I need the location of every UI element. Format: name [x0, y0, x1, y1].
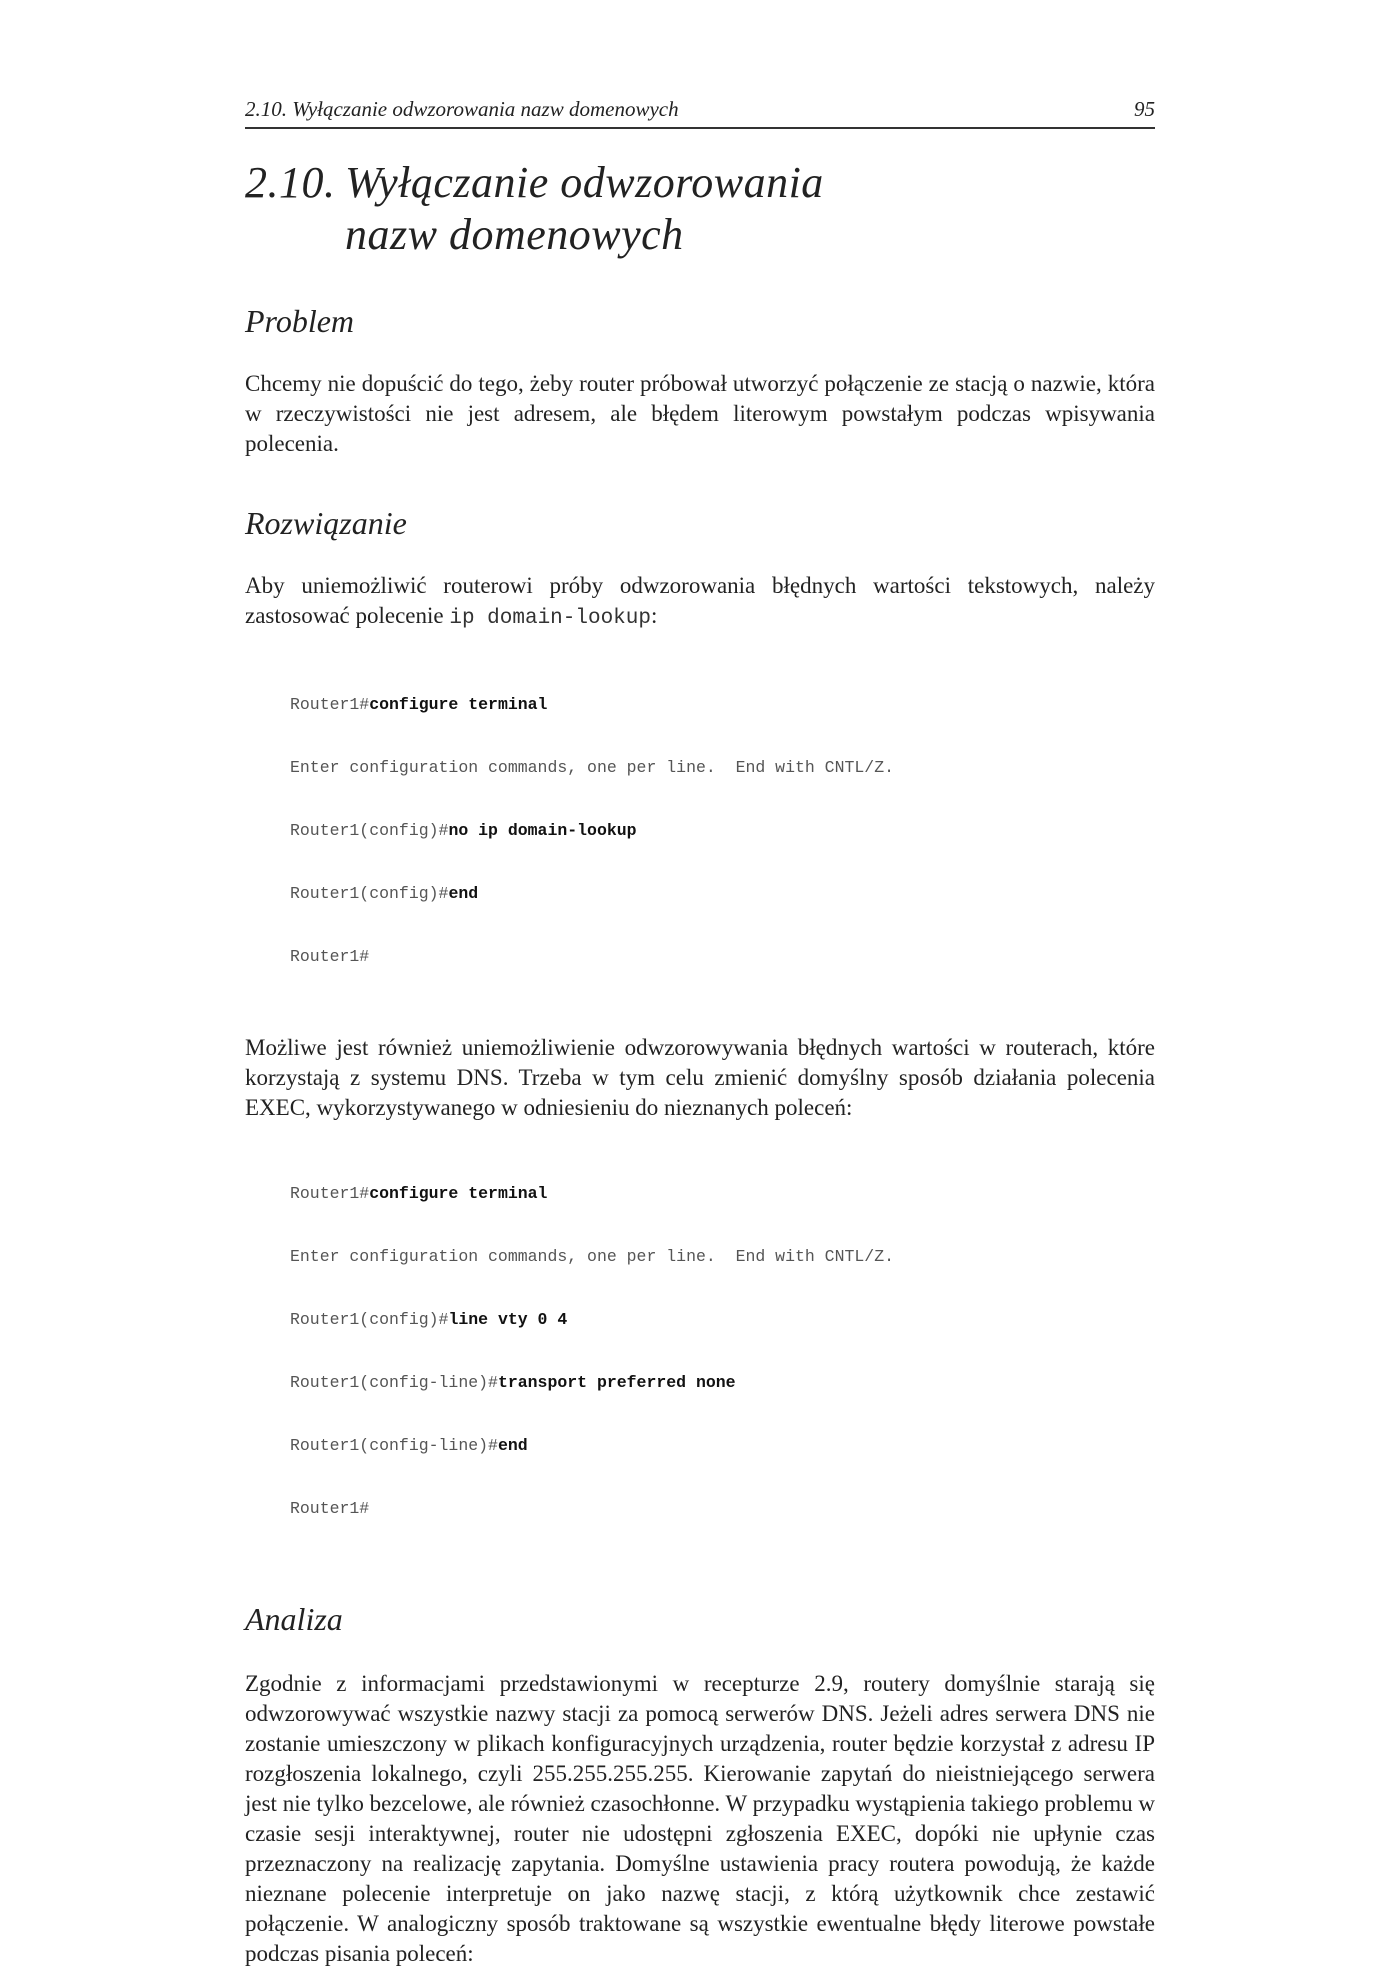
- code-prompt: Router1#: [290, 947, 370, 966]
- solution-intro-end: :: [651, 603, 658, 628]
- solution-paragraph: [245, 571, 1155, 634]
- code-command: end: [448, 884, 479, 903]
- code-prompt: Enter configuration commands, one per line. End with CNTL/Z.: [290, 758, 894, 777]
- code-prompt: Router1(config-line)#: [290, 1373, 498, 1392]
- code-block-transport: [290, 1141, 1155, 1561]
- analysis-heading: Analiza: [245, 1601, 343, 1637]
- code-prompt: Router1(config)#: [290, 821, 449, 840]
- code-command: no ip domain-lookup: [448, 821, 637, 840]
- code-prompt: Router1#: [290, 1499, 370, 1518]
- chapter-title: [245, 157, 1155, 261]
- code-command: end: [497, 1436, 528, 1455]
- code-command: configure terminal: [369, 1184, 548, 1203]
- code-line: [290, 946, 1155, 967]
- code-command: line vty 0 4: [448, 1310, 568, 1329]
- code-prompt: Router1(config)#: [290, 1310, 449, 1329]
- running-title: 2.10. Wyłączanie odwzorowania nazw domenowych: [245, 97, 679, 121]
- problem-heading: Problem: [245, 303, 355, 339]
- code-block-domain-lookup: [290, 652, 1155, 1009]
- code-line: [290, 1372, 1155, 1393]
- code-line: [290, 757, 1155, 778]
- running-header: [245, 96, 1155, 129]
- analysis-paragraph: Zgodnie z informacjami przedstawionymi w recepturze 2.9, routery domyślnie starają się odwzorowywać wszystkie nazwy stacji za pomocą serwerów DNS. Jeżeli adres serwera DNS nie zostanie umieszczony w plikach konfiguracyjnych urządzenia, router będzie korzystał z adresu IP rozgłoszenia lokalnego, czyli 255.255.255.255. Kierowanie zapytań do nieistniejącego serwera jest nie tylko bezcelowe, ale również czasochłonne. W przypadku wystąpienia takiego problemu w czasie sesji interaktywnej, router nie udostępni zgłoszenia EXEC, dopóki nie upłynie czas przeznaczony na realizację zapytania. Domyślne ustawienia pracy routera powodują, że każde nieznane polecenie interpretuje on jako nazwę stacji, z którą użytkownik chce zestawić połączenie. W analogiczny sposób traktowane są wszystkie ewentualne błędy literowe powstałe podczas pisania poleceń:: [245, 1671, 1155, 1966]
- problem-paragraph: Chcemy nie dopuścić do tego, żeby router próbował utworzyć połączenie ze stacją o nazwie, która w rzeczywistości nie jest adresem, ale błędem literowym powstałym podczas wpisywania polecenia.: [245, 371, 1155, 456]
- code-command: configure terminal: [369, 695, 548, 714]
- dns-paragraph: Możliwe jest również uniemożliwienie odwzorowywania błędnych wartości w routerach, które korzystają z systemu DNS. Trzeba w tym celu zmienić domyślny sposób działania polecenia EXEC, wykorzystywanego w odniesieniu do nieznanych poleceń:: [245, 1035, 1155, 1120]
- code-line: [290, 1246, 1155, 1267]
- code-line: [290, 1498, 1155, 1519]
- code-prompt: Router1#: [290, 1184, 370, 1203]
- code-line: [290, 1435, 1155, 1456]
- code-line: [290, 694, 1155, 715]
- code-line: [290, 1183, 1155, 1204]
- code-prompt: Router1(config)#: [290, 884, 449, 903]
- book-page: [245, 96, 1155, 1969]
- code-prompt: Enter configuration commands, one per line. End with CNTL/Z.: [290, 1247, 894, 1266]
- solution-intro-text: Aby uniemożliwić routerowi próby odwzorowania błędnych wartości tekstowych, należy zastosować polecenie: [245, 573, 1155, 628]
- solution-heading: Rozwiązanie: [245, 505, 407, 541]
- chapter-title-text: Wyłączanie odwzorowania nazw domenowych: [345, 158, 824, 259]
- inline-code: ip domain-lookup: [449, 607, 651, 630]
- code-line: [290, 883, 1155, 904]
- code-line: [290, 1309, 1155, 1330]
- code-line: [290, 820, 1155, 841]
- page-number: 95: [1134, 97, 1155, 121]
- code-prompt: Router1(config-line)#: [290, 1436, 498, 1455]
- code-command: transport preferred none: [497, 1373, 736, 1392]
- code-prompt: Router1#: [290, 695, 370, 714]
- chapter-number: 2.10.: [245, 158, 336, 207]
